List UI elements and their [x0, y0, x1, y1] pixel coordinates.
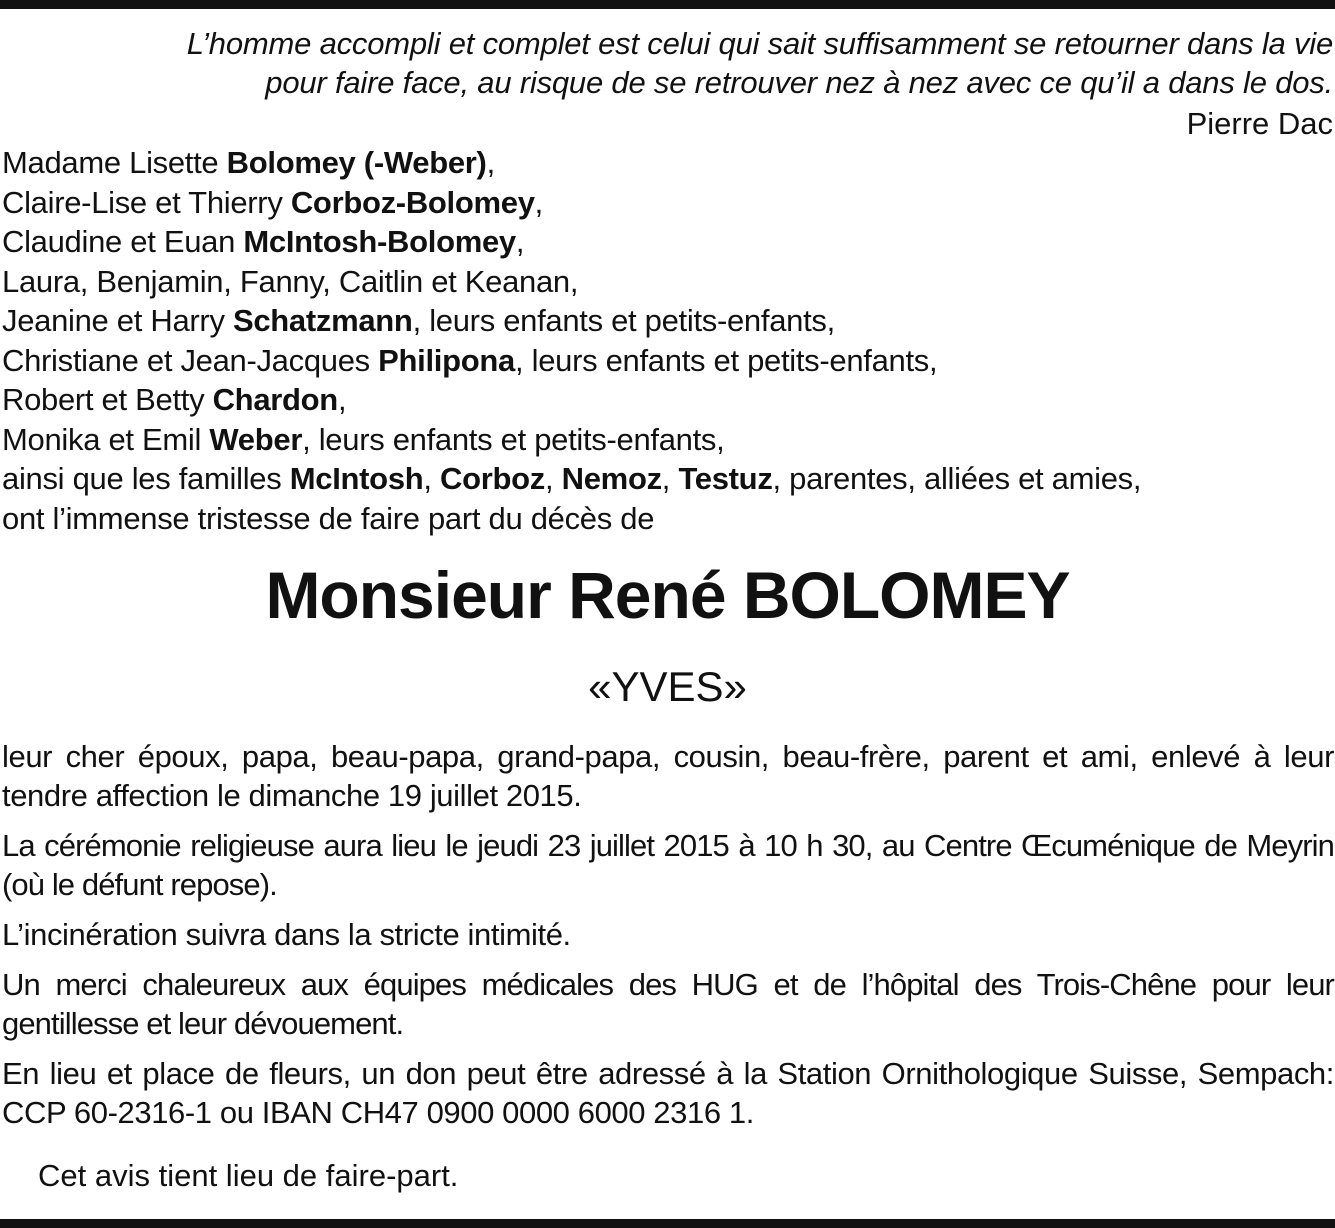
family-line: Jeanine et Harry Schatzmann, leurs enfants et petits-enfants,: [2, 303, 835, 338]
paragraph-donation: En lieu et place de fleurs, un don peut être adressé à la Station Ornithologique Suisse, Sempach: CCP 60-2316-1 ou IBAN CH47 0900 0000 6000 2316 1.: [2, 1056, 1334, 1130]
family-line: Robert et Betty Chardon,: [2, 382, 347, 417]
quote-author: Pierre Dac: [1186, 106, 1333, 141]
deceased-nickname: «YVES»: [588, 663, 747, 710]
quote-line-1: L’homme accompli et complet est celui qui sait suffisamment se retourner dans la vie: [186, 26, 1333, 61]
bottom-border-rule: [0, 1219, 1335, 1228]
paragraph-ceremony: La cérémonie religieuse aura lieu le jeudi 23 juillet 2015 à 10 h 30, au Centre Œcuménique de Meyrin (où le défunt repose).: [2, 828, 1334, 902]
quote-line-2: pour faire face, au risque de se retrouver nez à nez avec ce qu’il a dans le dos.: [265, 65, 1333, 100]
announcement-line: ont l’immense tristesse de faire part du décès de: [2, 500, 655, 536]
families-line: ainsi que les familles McIntosh, Corboz, Nemoz, Testuz, parentes, alliées et amies,: [2, 461, 1142, 496]
family-line: Claire-Lise et Thierry Corboz-Bolomey,: [2, 184, 543, 220]
top-border-rule: [0, 0, 1335, 9]
family-line: Christiane et Jean-Jacques Philipona, leurs enfants et petits-enfants,: [2, 342, 938, 378]
family-line: Claudine et Euan McIntosh-Bolomey,: [2, 224, 525, 259]
paragraph-tribute: leur cher époux, papa, beau-papa, grand-papa, cousin, beau-frère, parent et ami, enlevé à leur tendre affection le dimanche 19 juillet 2015.: [2, 739, 1334, 813]
epigraph-quote: [0, 24, 1333, 102]
closing-note: Cet avis tient lieu de faire-part.: [38, 1158, 459, 1193]
paragraph-thanks: Un merci chaleureux aux équipes médicales des HUG et de l’hôpital des Trois-Chêne pour leur gentillesse et leur dévouement.: [2, 967, 1334, 1041]
family-list: [2, 143, 1332, 538]
paragraph-incineration: L’incinération suivra dans la stricte intimité.: [2, 917, 571, 952]
deceased-name: Monsieur René BOLOMEY: [265, 558, 1070, 632]
family-line: Madame Lisette Bolomey (-Weber),: [2, 145, 495, 180]
notice-body: [2, 737, 1334, 1143]
family-line: Laura, Benjamin, Fanny, Caitlin et Keanan,: [2, 263, 579, 299]
family-line: Monika et Emil Weber, leurs enfants et petits-enfants,: [2, 421, 725, 457]
